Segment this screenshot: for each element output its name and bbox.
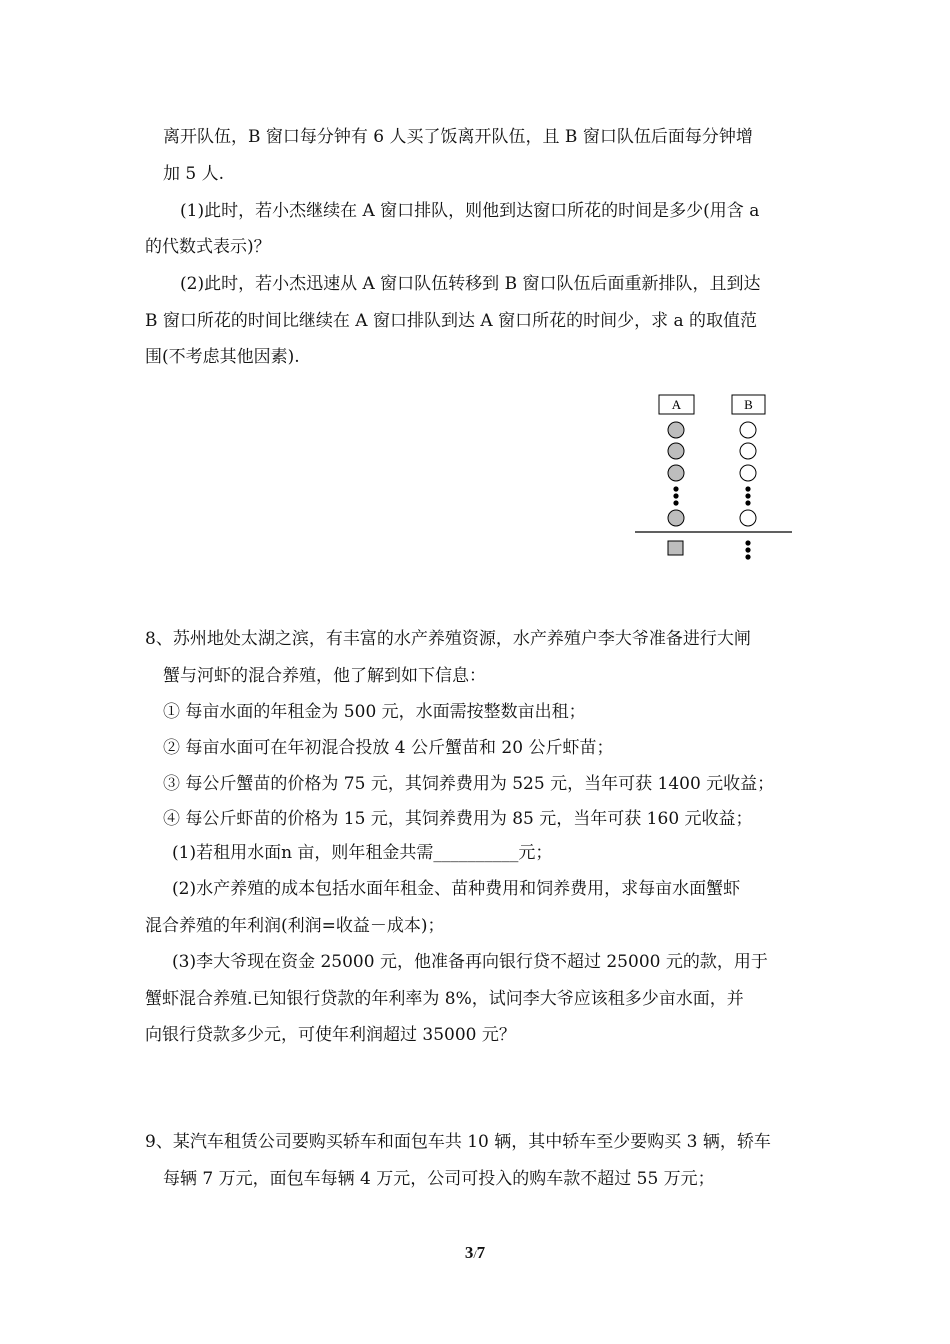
ellipsis-dot [745, 486, 750, 491]
q9-stem-cont: 每辆 7 万元，面包车每辆 4 万元，公司可投入的购车款不超过 55 万元； [163, 1169, 715, 1189]
queue-b-person [740, 510, 756, 526]
q7-part2-cont: B 窗口所花的时间比继续在 A 窗口排队到达 A 窗口所花的时间少，求 a 的取值范 [145, 311, 758, 331]
queue-diagram [630, 392, 800, 567]
q8-part2-cont: 混合养殖的年利润(利润=收益－成本)； [145, 916, 445, 936]
q8-part1: (1)若租用水面n 亩，则年租金共需__________元； [172, 843, 553, 863]
q8-info-item: ④ 每公斤虾苗的价格为 15 元，其饲养费用为 85 元，当年可获 160 元收益； [163, 809, 753, 829]
queue-b-person [740, 465, 756, 481]
page-number [0, 1243, 950, 1263]
q7-text-line: 离开队伍，B 窗口每分钟有 6 人买了饭离开队伍，且 B 窗口队伍后面每分钟增 [163, 127, 753, 147]
window-a-label: A [671, 397, 682, 412]
q8-part3: (3)李大爷现在资金 25000 元，他准备再向银行贷不超过 25000 元的款，用于 [172, 952, 768, 972]
ellipsis-dot [745, 500, 750, 505]
ellipsis-dot [673, 486, 678, 491]
queue-figure [630, 392, 800, 567]
q7-text-line: 加 5 人. [163, 164, 225, 184]
queue-a-person [668, 422, 684, 438]
xiaojie-square [668, 541, 683, 555]
total-pages: 7 [476, 1243, 486, 1262]
q9-stem: 9、某汽车租赁公司要购买轿车和面包车共 10 辆，其中轿车至少要购买 3 辆，轿车 [145, 1132, 771, 1152]
ellipsis-dot [673, 500, 678, 505]
q8-info-item: ② 每亩水面可在年初混合投放 4 公斤蟹苗和 20 公斤虾苗； [163, 738, 614, 758]
q8-part2: (2)水产养殖的成本包括水面年租金、苗种费用和饲养费用，求每亩水面蟹虾 [172, 879, 741, 899]
q8-part3-cont: 蟹虾混合养殖.已知银行贷款的年利率为 8%，试问李大爷应该租多少亩水面，并 [145, 989, 744, 1009]
q7-part1: (1)此时，若小杰继续在 A 窗口排队，则他到达窗口所花的时间是多少(用含 a [180, 201, 760, 221]
q7-part2: (2)此时，若小杰迅速从 A 窗口队伍转移到 B 窗口队伍后面重新排队，且到达 [180, 274, 761, 294]
ellipsis-dot [745, 547, 750, 552]
q8-info-item: ③ 每公斤蟹苗的价格为 75 元，其饲养费用为 525 元，当年可获 1400 元收益； [163, 774, 775, 794]
q7-part2-cont: 围(不考虑其他因素). [145, 347, 300, 367]
queue-b-person [740, 443, 756, 459]
q8-stem-cont: 蟹与河虾的混合养殖，他了解到如下信息： [163, 666, 486, 686]
current-page: 3 [464, 1243, 474, 1262]
q7-part1-cont: 的代数式表示)？ [145, 237, 271, 257]
ellipsis-dot [745, 493, 750, 498]
queue-b-person [740, 422, 756, 438]
queue-a-person [668, 443, 684, 459]
ellipsis-dot [673, 493, 678, 498]
window-b-label: B [744, 397, 753, 412]
queue-a-person [668, 510, 684, 526]
page-separator: / [473, 1247, 477, 1261]
queue-a-person [668, 465, 684, 481]
q8-info-item: ① 每亩水面的年租金为 500 元，水面需按整数亩出租； [163, 702, 586, 722]
ellipsis-dot [745, 540, 750, 545]
q8-part3-cont: 向银行贷款多少元，可使年利润超过 35000 元？ [145, 1025, 516, 1045]
q8-stem: 8、苏州地处太湖之滨，有丰富的水产养殖资源，水产养殖户李大爷准备进行大闸 [145, 629, 751, 649]
ellipsis-dot [745, 554, 750, 559]
